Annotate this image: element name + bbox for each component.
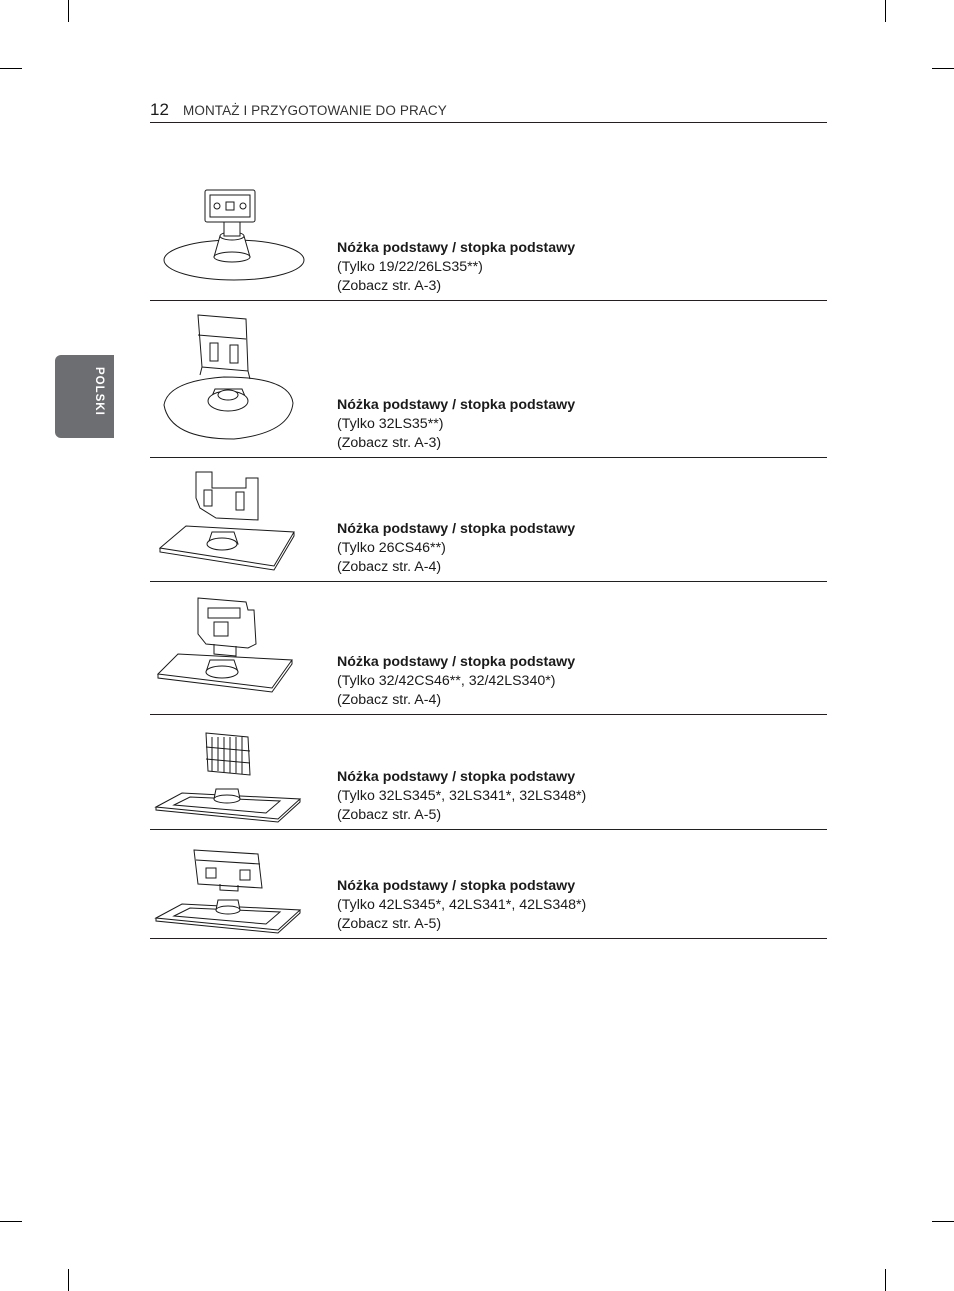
crop-mark [932,68,954,69]
stand-illustration [150,715,310,829]
part-title: Nóżka podstawy / stopka podstawy [337,654,576,670]
crop-mark [885,0,886,22]
stand-illustration [150,301,310,457]
part-models: (Tylko 32LS35**) [337,416,444,432]
part-title: Nóżka podstawy / stopka podstawy [337,521,576,537]
part-title: Nóżka podstawy / stopka podstawy [337,240,576,256]
part-row [150,715,827,830]
part-models: (Tylko 42LS345*, 42LS341*, 42LS348*) [337,897,587,913]
language-tab [55,355,114,438]
part-models: (Tylko 32LS345*, 32LS341*, 32LS348*) [337,788,587,804]
crop-mark [0,68,22,69]
page-header [150,100,827,123]
language-tab-label: POLSKI [93,367,105,416]
part-models: (Tylko 19/22/26LS35**) [337,259,483,275]
crop-mark [68,0,69,22]
crop-mark [885,1269,886,1291]
part-row [150,830,827,939]
part-title: Nóżka podstawy / stopka podstawy [337,397,576,413]
part-row [150,301,827,458]
part-page-ref: (Zobacz str. A-3) [337,278,442,294]
stand-illustration [150,830,310,938]
part-page-ref: (Zobacz str. A-4) [337,559,442,575]
part-page-ref: (Zobacz str. A-3) [337,435,442,451]
part-title: Nóżka podstawy / stopka podstawy [337,769,576,785]
part-models: (Tylko 32/42CS46**, 32/42LS340*) [337,673,556,689]
part-page-ref: (Zobacz str. A-5) [337,807,442,823]
crop-mark [68,1269,69,1291]
section-title: MONTAŻ I PRZYGOTOWANIE DO PRACY [183,103,447,118]
stand-illustration [150,582,310,714]
part-title: Nóżka podstawy / stopka podstawy [337,878,576,894]
crop-mark [932,1221,954,1222]
part-row [150,180,827,301]
part-page-ref: (Zobacz str. A-5) [337,916,442,932]
part-page-ref: (Zobacz str. A-4) [337,692,442,708]
stand-illustration [150,458,310,581]
part-row [150,458,827,582]
page-number: 12 [150,100,169,119]
part-models: (Tylko 26CS46**) [337,540,446,556]
stand-illustration [150,180,310,300]
crop-mark [0,1221,22,1222]
part-row [150,582,827,715]
parts-list [150,180,827,939]
